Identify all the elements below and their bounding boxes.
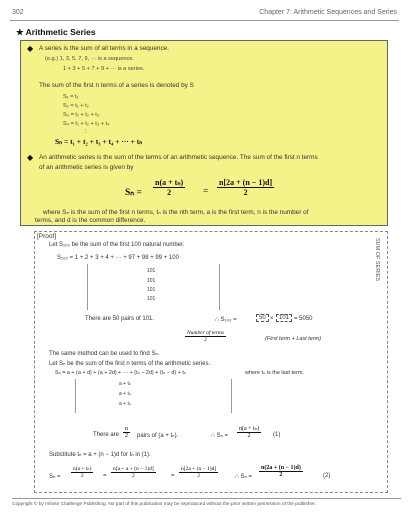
diamond-bullet-icon: ◆ <box>27 44 34 53</box>
bracket-line <box>231 379 232 413</box>
pairs-of-text: pairs of (a + tₙ). <box>137 433 179 439</box>
proof-line-1: Let S₁₀₀ be the sum of the first 100 natural number. <box>49 242 185 248</box>
pairs-statement: There are 50 pairs of 101. <box>85 316 155 322</box>
bracket-line <box>219 264 220 310</box>
diamond-bullet-icon: ◆ <box>27 153 34 162</box>
sn-fraction-1-numerator: n(a + tₙ) <box>239 426 260 432</box>
sn-equals: Sₙ = <box>49 474 61 480</box>
expr-4 <box>259 465 303 478</box>
sn-formula-label: Sₙ = <box>125 188 142 198</box>
copyright-footer: Copyright © by Infinite Challenge Publishing. No part of this publication may be reproduced without the prior written permission of the publisher. <box>12 498 401 507</box>
sn-fraction-1-denominator: 2 <box>247 433 251 439</box>
there-are-text: There are <box>93 432 120 438</box>
bracket-line <box>75 379 76 413</box>
fifty-box: 50 <box>256 314 269 322</box>
pair-a-tn-2: a + tₙ <box>119 391 131 397</box>
expr-2 <box>111 466 156 479</box>
sum-formula-2-denominator: 2 <box>243 188 248 197</box>
sn-series-expansion: Sₙ = a + (a + d) + (a + 2d) + ··· + (tₙ − 2d) + (tₙ − d) + tₙ <box>55 370 186 376</box>
equals-sign: = <box>103 473 107 479</box>
arith-series-definition: An arithmetic series is the sum of the terms of an arithmetic sequence. The sum of the first n terms <box>39 154 318 161</box>
same-method-text: The same method can be used to find Sₙ. <box>49 351 160 357</box>
sum-notation-text: The sum of the first n terms of a series is denoted by S <box>39 82 194 89</box>
equals-sign: = <box>171 473 175 479</box>
pair-a-tn-1: a + tₙ <box>119 381 131 387</box>
expr-2-numerator: n[a + a + (n − 1)d] <box>113 466 154 472</box>
first-last-label: (First term + Last term) <box>265 336 322 342</box>
s4-line: S₄ = t₁ + t₂ + t₃ + t₄ <box>63 121 110 127</box>
sum-formula-2-numerator: n[2a + (n − 1)d] <box>219 178 273 187</box>
n-over-2-numerator: n <box>125 426 128 432</box>
pair-sum-101-d: 101 <box>147 296 156 302</box>
equation-label-1: (1) <box>273 432 281 438</box>
expr-3-denominator: 2 <box>197 473 200 479</box>
times-sign: × <box>270 316 274 322</box>
section-title: ★ Arithmetic Series <box>16 27 96 37</box>
pair-a-tn-3: a + tₙ <box>119 401 131 407</box>
expr-3-numerator: n[2a + (n − 1)d] <box>181 466 217 472</box>
vertical-dots: ⋮ <box>83 129 89 135</box>
therefore-s100: ∴ S₁₀₀ = <box>215 317 237 323</box>
arith-series-definition-cont: of an arithmetic series is given by <box>39 164 134 171</box>
expr-4-numerator: n(2a + (n − 1)d) <box>261 465 301 471</box>
onezeroone-box: 101 <box>276 314 292 322</box>
number-of-terms-label <box>185 330 226 343</box>
pair-sum-101-b: 101 <box>147 278 156 284</box>
let-sn-text: Let Sₙ be the sum of the first n terms of the arithmetic series. <box>49 361 211 367</box>
definition-box <box>20 40 388 226</box>
expr-1-numerator: n(a + tₙ) <box>73 466 92 472</box>
proof-title: [Proof] <box>37 233 57 240</box>
sum-formula-2 <box>217 178 274 197</box>
s100-result: = 5050 <box>294 316 313 322</box>
series-definition: A series is the sum of all terms in a sequence. <box>39 45 170 52</box>
bracket-line <box>87 264 88 310</box>
expr-3 <box>179 466 218 479</box>
sum-formula-1-denominator: 2 <box>167 188 172 197</box>
equals-sign: = <box>203 187 209 197</box>
pair-sum-101-a: 101 <box>147 268 156 274</box>
number-of-terms-text: Number of terms <box>187 330 224 336</box>
sn-fraction-1 <box>237 425 261 439</box>
substitute-text: Substitute tₙ = a + (n − 1)d for tₙ in (1). <box>49 452 151 458</box>
example-sequence: (e.g.) 1, 3, 5, 7, 9, ··· is a sequence. <box>45 56 134 62</box>
expr-2-denominator: 2 <box>132 473 135 479</box>
s1-line: S₁ = t₁ <box>63 94 79 100</box>
where-line-2: terms, and d is the common difference. <box>35 217 146 224</box>
s2-line: S₂ = t₁ + t₂ <box>63 103 89 109</box>
where-line-1: where Sₙ is the sum of the first n terms, tₙ is the nth term, a is the first term, n is the number of <box>43 209 309 216</box>
proof-box <box>34 231 388 493</box>
page-header <box>10 8 399 21</box>
number-of-terms-denominator: 2 <box>204 337 207 343</box>
s3-line: S₃ = t₁ + t₂ + t₃ <box>63 112 100 118</box>
n-over-2-denominator: 2 <box>125 433 128 439</box>
expr-1-denominator: 2 <box>80 473 84 479</box>
therefore-sn: ∴ Sₙ = <box>211 433 229 439</box>
chapter-title: Chapter 7: Arithmetic Sequences and Series <box>259 9 397 16</box>
n-over-2 <box>123 426 130 439</box>
expr-4-denominator: 2 <box>279 472 283 478</box>
pair-sum-101-c: 101 <box>147 287 156 293</box>
therefore-sn-2: ∴ Sₙ = <box>235 474 253 480</box>
sn-general-line: Sₙ = t₁ + t₂ + t₃ + t₄ + ··· + tₙ <box>55 137 143 146</box>
side-label: SUM OF SERIES <box>374 238 380 282</box>
expr-1 <box>71 466 93 479</box>
example-series: 1 + 3 + 5 + 7 + 9 + ··· is a series. <box>63 66 145 72</box>
last-term-note: where tₙ is the last term. <box>245 370 305 376</box>
equation-label-2: (2) <box>323 473 331 479</box>
page-number: 302 <box>12 9 24 16</box>
s100-series: S₁₀₀ = 1 + 2 + 3 + 4 + ··· + 97 + 98 + 99 + 100 <box>57 255 179 261</box>
sum-formula-1-numerator: n(a + tₙ) <box>155 178 184 187</box>
sum-formula-1 <box>153 178 185 197</box>
